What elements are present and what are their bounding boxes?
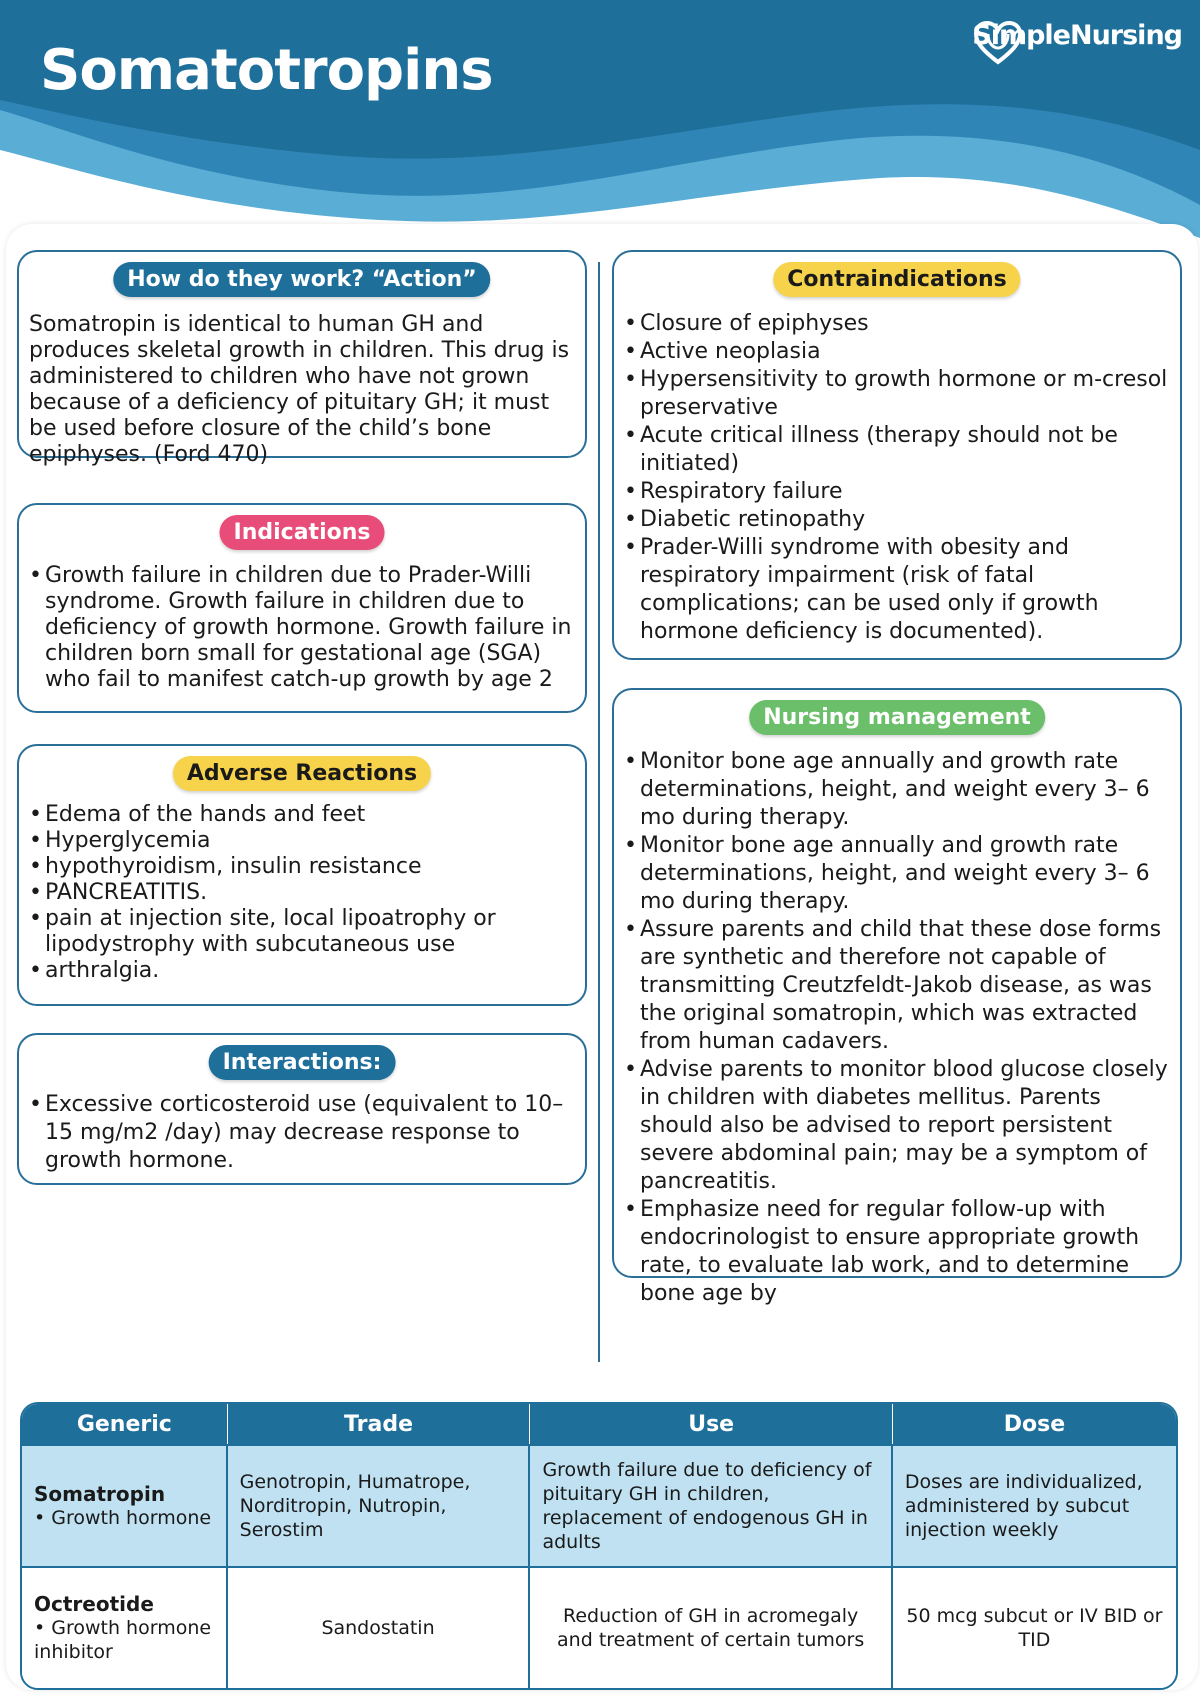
generic-name: Somatropin	[34, 1482, 166, 1506]
contraindications-list	[624, 310, 1170, 646]
brand-logo	[972, 20, 1182, 51]
generic-cell	[22, 1566, 228, 1688]
action-text: Somatropin is identical to human GH and produces skeletal growth in children. This drug is administered to children who have not grown because of a deficiency of pituitary GH; it must be used before closure of the child’s bone epiphyses. (Ford 470)	[29, 312, 570, 467]
list-item: • Hypersensitivity to growth hormone or m-cresol preservative	[624, 366, 1170, 422]
indications-heading: Indications	[220, 515, 385, 550]
use-cell: Growth failure due to deficiency of pituitary GH in children, replacement of endogenous GH in adults	[530, 1444, 892, 1566]
list-item: • Active neoplasia	[624, 338, 1170, 366]
nursing-list	[624, 748, 1170, 1308]
adverse-list	[29, 802, 575, 984]
heart-stethoscope-icon	[972, 20, 1024, 66]
contraindications-card	[612, 250, 1182, 660]
list-item: • pain at injection site, local lipoatrophy or lipodystrophy with subcutaneous use	[29, 906, 575, 958]
page-title: Somatotropins	[40, 38, 493, 103]
list-item: • Growth failure in children due to Prader-Willi syndrome. Growth failure in children due to deficiency of growth hormone. Growth failure in children born small for gestational age (SGA) who fail to manifest catch-up growth by age 2	[29, 563, 575, 693]
drug-table	[20, 1402, 1178, 1690]
action-card	[17, 250, 587, 467]
column-header-dose: Dose	[893, 1404, 1176, 1444]
indications-card	[17, 503, 587, 713]
interactions-card	[17, 1033, 587, 1185]
column-header-generic: Generic	[22, 1404, 228, 1444]
indications-list	[29, 563, 575, 693]
nursing-card	[612, 688, 1182, 1306]
generic-class: • Growth hormone	[34, 1507, 212, 1529]
interactions-list	[29, 1091, 575, 1175]
list-item: • Hyperglycemia	[29, 828, 575, 854]
trade-cell: Sandostatin	[228, 1566, 531, 1688]
adverse-card	[17, 744, 587, 1006]
list-item: • Emphasize need for regular follow-up with endocrinologist to ensure appropriate growth rate, to evaluate lab work, and to determine bone age by	[624, 1196, 1170, 1308]
list-item: • Edema of the hands and feet	[29, 802, 575, 828]
list-item: • Closure of epiphyses	[624, 310, 1170, 338]
interactions-heading: Interactions:	[209, 1045, 396, 1080]
list-item: • hypothyroidism, insulin resistance	[29, 854, 575, 880]
list-item: • PANCREATITIS.	[29, 880, 575, 906]
list-item: • Acute critical illness (therapy should not be initiated)	[624, 422, 1170, 478]
list-item: • Prader-Willi syndrome with obesity and respiratory impairment (risk of fatal complications; can be used only if growth hormone deficiency is documented).	[624, 534, 1170, 646]
generic-class: • Growth hormone inhibitor	[34, 1617, 212, 1663]
table-row	[22, 1566, 1176, 1688]
table-row	[22, 1444, 1176, 1566]
contraindications-heading: Contraindications	[773, 262, 1020, 297]
list-item: • arthralgia.	[29, 958, 575, 984]
column-header-use: Use	[530, 1404, 892, 1444]
list-item: • Excessive corticosteroid use (equivalent to 10– 15 mg/m2 /day) may decrease response to growth hormone.	[29, 1091, 575, 1175]
generic-cell	[22, 1444, 228, 1566]
list-item: • Diabetic retinopathy	[624, 506, 1170, 534]
list-item: • Respiratory failure	[624, 478, 1170, 506]
trade-cell: Genotropin, Humatrope, Norditropin, Nutropin, Serostim	[228, 1444, 531, 1566]
generic-name: Octreotide	[34, 1592, 154, 1616]
nursing-heading: Nursing management	[749, 700, 1045, 735]
column-divider	[598, 262, 600, 1362]
list-item: • Advise parents to monitor blood glucose closely in children with diabetes mellitus. Parents should also be advised to report persistent severe abdominal pain; may be a symptom of pancreatitis.	[624, 1056, 1170, 1196]
adverse-heading: Adverse Reactions	[173, 756, 431, 791]
list-item: • Monitor bone age annually and growth rate determinations, height, and weight every 3– 6 mo during therapy.	[624, 748, 1170, 832]
list-item: • Assure parents and child that these dose forms are synthetic and therefore not capable of transmitting Creutzfeldt-Jakob disease, as was the original somatropin, which was extracted from human cadavers.	[624, 916, 1170, 1056]
use-cell: Reduction of GH in acromegaly and treatment of certain tumors	[530, 1566, 892, 1688]
action-heading: How do they work? “Action”	[113, 262, 490, 297]
list-item: • Monitor bone age annually and growth rate determinations, height, and weight every 3– 6 mo during therapy.	[624, 832, 1170, 916]
dose-cell: Doses are individualized, administered by subcut injection weekly	[893, 1444, 1176, 1566]
header-banner	[0, 0, 1200, 260]
dose-cell: 50 mcg subcut or IV BID or TID	[893, 1566, 1176, 1688]
column-header-trade: Trade	[228, 1404, 531, 1444]
brand-name: SimpleNursing	[972, 20, 1182, 51]
